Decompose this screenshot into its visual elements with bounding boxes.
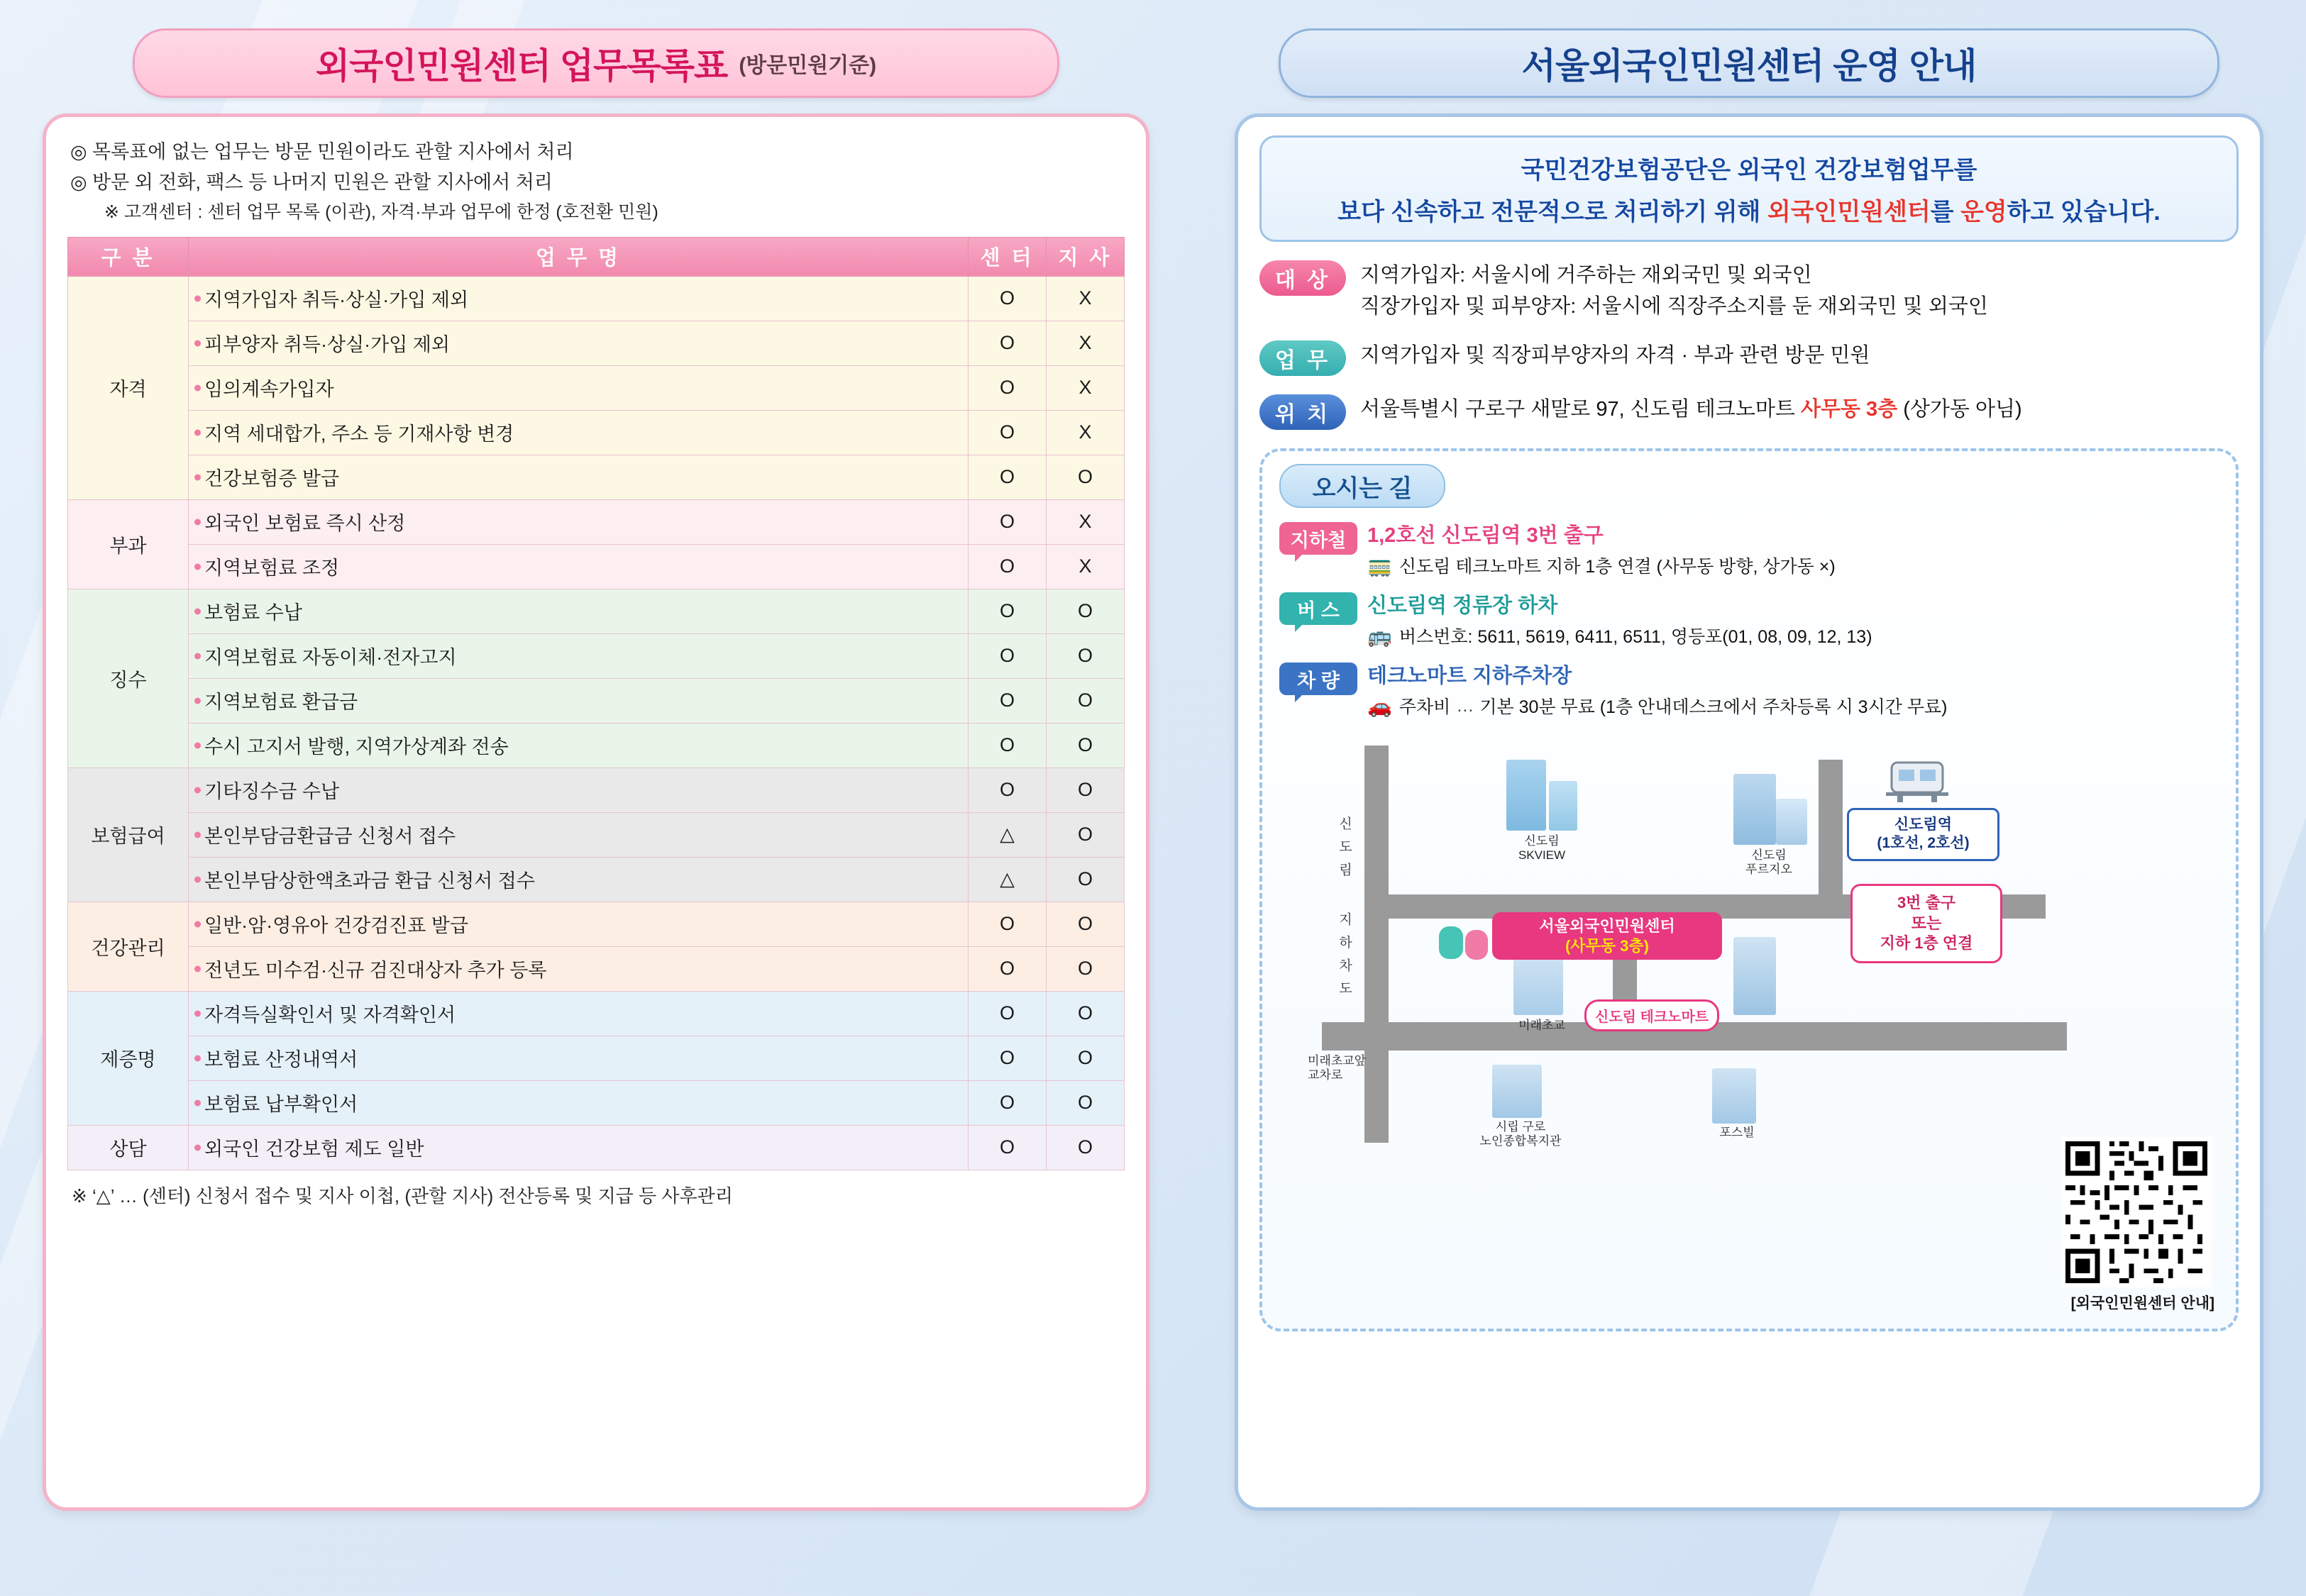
route-sub-subway-text: 신도림 테크노마트 지하 1층 연결 (사무동 방향, 상가동 ×) (1399, 557, 1836, 577)
row-task: 보험료 수납 (189, 589, 969, 633)
map-callout-center-line2: (사무동 3층) (1565, 936, 1649, 955)
route-sub-car (1367, 693, 1947, 719)
map-label-underpass-2: 지 하 차 도 (1337, 912, 1352, 997)
row-branch: X (1047, 365, 1125, 410)
location-map (1279, 731, 2219, 1320)
row-branch: O (1047, 1125, 1125, 1170)
row-branch: O (1047, 678, 1125, 723)
info-task-text: 지역가입자 및 직장피부양자의 자격 · 부과 관련 방문 민원 (1360, 344, 1870, 367)
row-center: O (969, 589, 1047, 633)
table-footnote: ※ ‘△’ … (센터) 신청서 접수 및 지사 이첩, (관할 지사) 전산등록 및 지급 등 사후관리 (72, 1185, 733, 1207)
qr-code[interactable] (2061, 1137, 2212, 1287)
intro-highlight-operate: 운영 (1960, 199, 2007, 226)
row-category: 제증명 (68, 991, 189, 1125)
row-task: 본인부담금환급금 신청서 접수 (189, 812, 969, 857)
row-branch: O (1047, 991, 1125, 1036)
route-head-car: 테크노마트 지하주차장 (1367, 665, 1572, 687)
info-row-target (1259, 260, 2239, 322)
tag-target: 대 상 (1259, 260, 1346, 296)
map-label-mirae-school: 미래초교 (1518, 1019, 1565, 1032)
row-task: 외국인 보험료 즉시 산정 (189, 499, 969, 544)
map-label-intersection: 미래초교앞 교차로 (1308, 1054, 1367, 1082)
row-center: O (969, 544, 1047, 589)
th-branch: 지 사 (1047, 237, 1125, 276)
route-sub-car-fee: 주차비 (1399, 697, 1451, 717)
row-branch: O (1047, 589, 1125, 633)
row-branch: O (1047, 455, 1125, 499)
right-title: 서울외국인민원센터 운영 안내 (1521, 46, 1977, 86)
row-task: 임의계속가입자 (189, 365, 969, 410)
row-center: O (969, 678, 1047, 723)
map-box-station-line1: 신도림역 (1894, 816, 1953, 833)
th-center: 센 터 (969, 237, 1047, 276)
subway-icon: 🚃 (1367, 554, 1392, 577)
row-branch: O (1047, 1036, 1125, 1080)
row-branch: X (1047, 499, 1125, 544)
route-sub-bus (1367, 623, 1872, 648)
mascot-green-icon (1439, 926, 1463, 959)
route-badge-bus: 버 스 (1279, 592, 1357, 625)
table-header-row (68, 237, 1125, 276)
mascot-pink-icon (1465, 930, 1488, 960)
table-row (68, 812, 1125, 857)
row-branch: O (1047, 812, 1125, 857)
row-center: O (969, 1080, 1047, 1125)
map-building-welfare-center (1492, 1065, 1542, 1118)
th-task: 업 무 명 (189, 237, 969, 276)
row-center: O (969, 767, 1047, 812)
route-head-bus: 신도림역 정류장 하차 (1367, 594, 1558, 617)
row-task: 지역가입자 취득·상실·가입 제외 (189, 276, 969, 321)
row-center: O (969, 455, 1047, 499)
row-task: 피부양자 취득·상실·가입 제외 (189, 321, 969, 365)
table-row (68, 1125, 1125, 1170)
table-row (68, 499, 1125, 544)
left-panel (43, 28, 1149, 1568)
route-item-bus (1279, 589, 2219, 648)
route-item-car (1279, 660, 2219, 719)
left-title-sub: (방문민원기준) (739, 54, 877, 77)
route-sub-bus-text: 버스번호: 5611, 5619, 6411, 6511, 영등포(01, 08, 09, 12, 13) (1399, 627, 1872, 647)
row-center: O (969, 633, 1047, 678)
tag-location: 위 치 (1259, 394, 1346, 430)
intro-line2-a: 보다 신속하고 전문적으로 처리하기 위해 (1337, 199, 1767, 226)
map-callout-center-line1: 서울외국인민원센터 (1539, 917, 1675, 935)
info-location-text (1360, 394, 2022, 426)
row-branch: O (1047, 946, 1125, 991)
note-sub: ※ 고객센터 : 센터 업무 목록 (이관), 자격·부과 업무에 한정 (호전환 민원) (104, 202, 658, 223)
row-category: 부과 (68, 499, 189, 589)
table-row (68, 902, 1125, 946)
info-location-tail: (상가동 아님) (1897, 398, 2022, 421)
route-sub-car-dash: … (1456, 695, 1474, 716)
row-center: O (969, 1036, 1047, 1080)
table-row (68, 276, 1125, 321)
table-row (68, 633, 1125, 678)
info-location-floor: 사무동 3층 (1800, 398, 1898, 421)
business-list-table (67, 237, 1125, 1170)
map-building-prugio-2 (1776, 799, 1807, 845)
directions-box (1259, 448, 2239, 1331)
map-building-prugio (1733, 774, 1776, 845)
table-row (68, 678, 1125, 723)
map-building-skyview-2 (1549, 781, 1577, 831)
table-row (68, 589, 1125, 633)
map-label-prugio: 신도림 푸르지오 (1745, 848, 1792, 877)
route-body-subway (1367, 519, 1836, 578)
map-building-right-block (1733, 937, 1776, 1015)
table-row (68, 365, 1125, 410)
map-road-vertical-right (1819, 760, 1843, 898)
row-center: O (969, 321, 1047, 365)
map-label-skyview: 신도림 SKVIEW (1518, 834, 1566, 863)
intro-line-1: 국민건강보험공단은 외국인 건강보험업무를 (1521, 157, 1977, 184)
row-task: 전년도 미수검·신규 검진대상자 추가 등록 (189, 946, 969, 991)
map-box-exit-line2: 또는 (1911, 914, 1942, 932)
intro-box (1259, 135, 2239, 242)
right-panel (1235, 28, 2263, 1568)
car-icon: 🚗 (1367, 694, 1392, 717)
left-title-banner (133, 28, 1059, 98)
table-row (68, 321, 1125, 365)
row-task: 건강보험증 발급 (189, 455, 969, 499)
info-target-text (1360, 260, 1988, 322)
route-badge-car: 차 량 (1279, 663, 1357, 695)
row-task: 지역보험료 조정 (189, 544, 969, 589)
map-label-posvil: 포스빌 (1719, 1126, 1755, 1139)
row-center: O (969, 991, 1047, 1036)
map-road-vertical-left (1364, 746, 1389, 1143)
table-row (68, 767, 1125, 812)
row-category: 건강관리 (68, 902, 189, 991)
left-title-main: 외국인민원센터 업무목록표 (315, 46, 728, 86)
info-row-location (1259, 394, 2239, 430)
row-task: 지역보험료 환급금 (189, 678, 969, 723)
left-content-card (43, 113, 1149, 1511)
route-badge-subway: 지하철 (1279, 522, 1357, 555)
map-box-exit (1850, 884, 2002, 963)
map-box-exit-line3: 지하 1층 연결 (1880, 934, 1973, 953)
intro-highlight-center: 외국인민원센터 (1767, 199, 1931, 226)
qr-caption: [외국인민원센터 안내] (2070, 1295, 2214, 1312)
row-center: O (969, 902, 1047, 946)
info-location-address: 서울특별시 구로구 새말로 97, 신도림 테크노마트 (1360, 398, 1801, 421)
row-center: O (969, 365, 1047, 410)
row-branch: O (1047, 633, 1125, 678)
table-row (68, 410, 1125, 455)
row-task: 수시 고지서 발행, 지역가상계좌 전송 (189, 723, 969, 767)
route-body-bus (1367, 589, 1872, 648)
route-body-car (1367, 660, 1947, 719)
map-label-welfare-center: 시립 구로 노인종합복지관 (1479, 1120, 1562, 1148)
row-center: O (969, 410, 1047, 455)
intro-line2-b: 를 (1930, 199, 1961, 226)
table-row (68, 946, 1125, 991)
row-task: 보험료 산정내역서 (189, 1036, 969, 1080)
right-title-banner (1279, 28, 2219, 98)
th-category: 구 분 (68, 237, 189, 276)
row-center: O (969, 276, 1047, 321)
row-task: 지역 세대합가, 주소 등 기재사항 변경 (189, 410, 969, 455)
row-task: 자격득실확인서 및 자격확인서 (189, 991, 969, 1036)
table-row (68, 544, 1125, 589)
map-callout-center (1492, 912, 1722, 960)
note-line-2: ◎ 방문 외 전화, 팩스 등 나머지 민원은 관할 지사에서 처리 (70, 172, 553, 194)
route-head-subway: 1,2호선 신도림역 3번 출구 (1367, 524, 1604, 547)
row-center: O (969, 1125, 1047, 1170)
row-center: O (969, 946, 1047, 991)
train-icon (1879, 753, 1957, 806)
row-branch: X (1047, 544, 1125, 589)
route-sub-subway (1367, 553, 1836, 578)
map-building-skyview (1506, 760, 1546, 831)
row-task: 보험료 납부확인서 (189, 1080, 969, 1125)
row-center: O (969, 723, 1047, 767)
row-task: 기타징수금 수납 (189, 767, 969, 812)
map-label-underpass: 신 도 림 (1337, 816, 1352, 879)
intro-line2-c: 하고 있습니다. (2007, 199, 2161, 226)
row-branch: O (1047, 1080, 1125, 1125)
info-target-line-1: 지역가입자: 서울시에 거주하는 재외국민 및 외국인 (1360, 264, 1812, 287)
table-row (68, 723, 1125, 767)
right-content-card (1235, 113, 2263, 1511)
info-target-line-2: 직장가입자 및 피부양자: 서울시에 직장주소지를 둔 재외국민 및 외국인 (1360, 294, 1988, 318)
row-branch: X (1047, 410, 1125, 455)
map-building-posvil (1712, 1068, 1756, 1124)
map-box-station (1847, 808, 1999, 861)
intro-line-2 (1273, 192, 2225, 227)
row-branch: O (1047, 767, 1125, 812)
table-row (68, 857, 1125, 902)
tag-task: 업 무 (1259, 340, 1346, 376)
map-pill-technomart: 신도림 테크노마트 (1584, 999, 1719, 1031)
bus-icon: 🚌 (1367, 624, 1392, 647)
route-sub-car-text: 기본 30분 무료 (1층 안내데스크에서 주차등록 시 3시간 무료) (1479, 697, 1948, 717)
row-task: 지역보험료 자동이체·전자고지 (189, 633, 969, 678)
row-branch: O (1047, 902, 1125, 946)
note-line-1: ◎ 목록표에 없는 업무는 방문 민원이라도 관할 지사에서 처리 (70, 141, 574, 162)
row-task: 일반·암·영유아 건강검진표 발급 (189, 902, 969, 946)
row-branch: O (1047, 723, 1125, 767)
map-box-station-line2: (1호선, 2호선) (1877, 835, 1970, 852)
row-category: 자격 (68, 276, 189, 499)
table-row (68, 1036, 1125, 1080)
map-building-miraeelementary (1513, 955, 1563, 1015)
route-item-subway (1279, 519, 2219, 578)
row-category: 징수 (68, 589, 189, 767)
map-box-exit-line1: 3번 출구 (1897, 894, 1956, 911)
table-row (68, 991, 1125, 1036)
row-task: 본인부담상한액초과금 환급 신청서 접수 (189, 857, 969, 902)
row-center: △ (969, 812, 1047, 857)
row-center: O (969, 499, 1047, 544)
row-center: △ (969, 857, 1047, 902)
directions-title: 오시는 길 (1279, 464, 1445, 508)
info-row-task (1259, 340, 2239, 376)
row-branch: X (1047, 321, 1125, 365)
table-row (68, 1080, 1125, 1125)
row-branch: X (1047, 276, 1125, 321)
row-category: 보험급여 (68, 767, 189, 902)
row-task: 외국인 건강보험 제도 일반 (189, 1125, 969, 1170)
row-branch: O (1047, 857, 1125, 902)
table-row (68, 455, 1125, 499)
row-category: 상담 (68, 1125, 189, 1170)
